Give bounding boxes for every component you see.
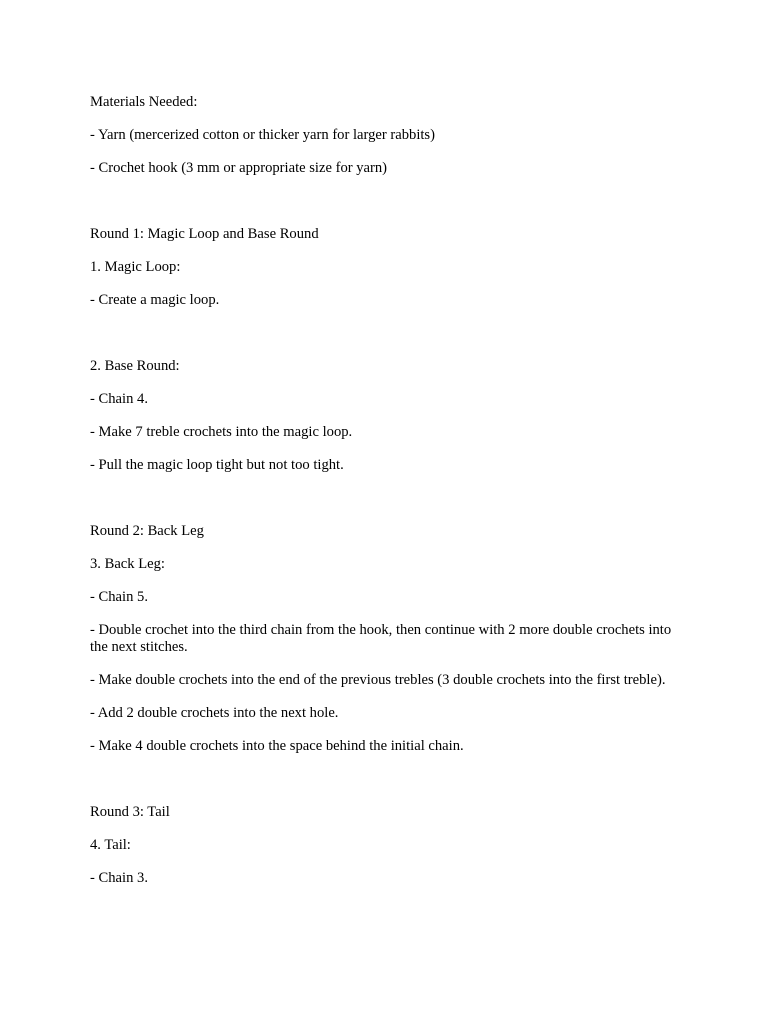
blank-line xyxy=(90,193,680,210)
step3-item: - Make 4 double crochets into the space behind the initial chain. xyxy=(90,738,464,754)
step3-item: - Double crochet into the third chain from the hook, then continue with 2 more double crochets into the next stitches. xyxy=(90,622,672,655)
step1-title: 1. Magic Loop: xyxy=(90,259,181,275)
document-body xyxy=(90,94,680,903)
step4-item: - Chain 3. xyxy=(90,870,148,886)
blank-line xyxy=(90,771,680,788)
materials-item-hook: - Crochet hook (3 mm or appropriate size for yarn) xyxy=(90,160,388,176)
step2-item: - Pull the magic loop tight but not too tight. xyxy=(90,457,344,473)
step3-title: 3. Back Leg: xyxy=(90,556,165,572)
step2-item: - Chain 4. xyxy=(90,391,148,407)
step3-item: - Add 2 double crochets into the next hole. xyxy=(90,705,339,721)
materials-heading: Materials Needed: xyxy=(90,94,198,110)
step2-item: - Make 7 treble crochets into the magic loop. xyxy=(90,424,353,440)
blank-line xyxy=(90,325,680,342)
blank-line xyxy=(90,490,680,507)
step3-item: - Make double crochets into the end of the previous trebles (3 double crochets into the first treble). xyxy=(90,672,666,688)
materials-item-yarn: - Yarn (mercerized cotton or thicker yarn for larger rabbits) xyxy=(90,127,435,143)
step2-title: 2. Base Round: xyxy=(90,358,180,374)
round3-heading: Round 3: Tail xyxy=(90,804,170,820)
step4-title: 4. Tail: xyxy=(90,837,131,853)
step1-item: - Create a magic loop. xyxy=(90,292,220,308)
round2-heading: Round 2: Back Leg xyxy=(90,523,204,539)
round1-heading: Round 1: Magic Loop and Base Round xyxy=(90,226,319,242)
step3-item: - Chain 5. xyxy=(90,589,148,605)
